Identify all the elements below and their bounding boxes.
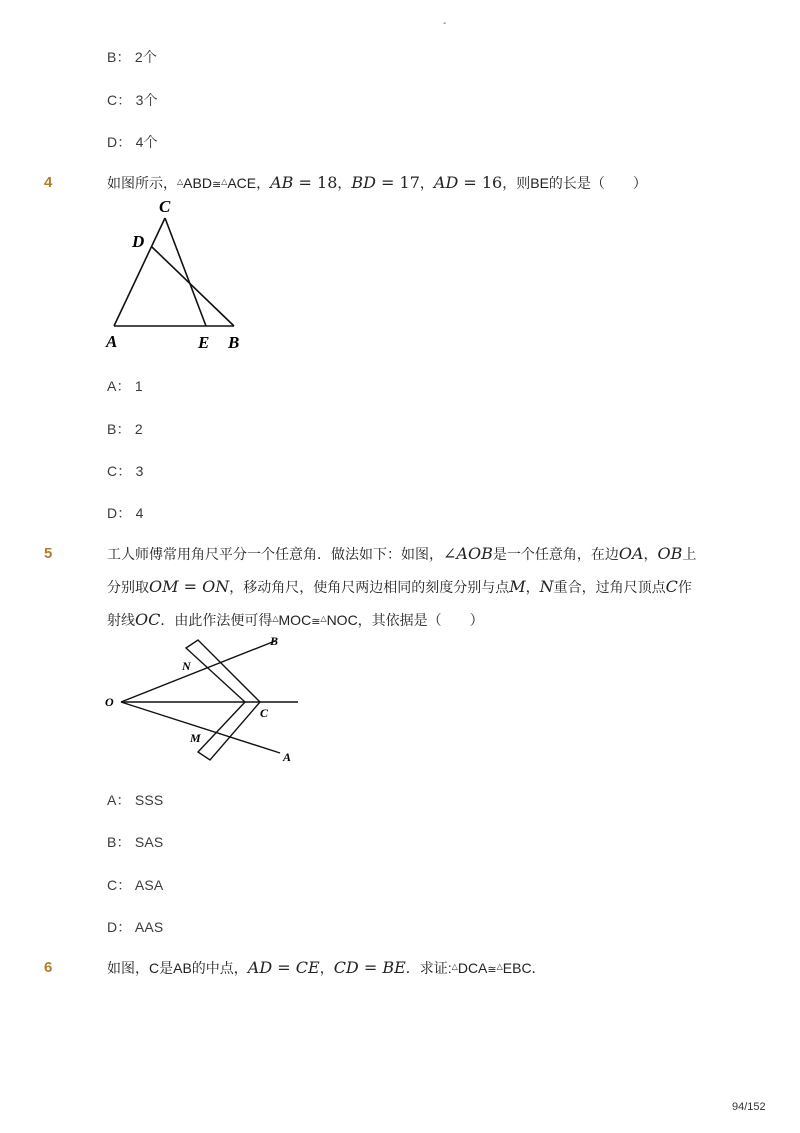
q5-option-c: C： ASA <box>107 877 164 893</box>
label-a: A <box>106 332 118 351</box>
q4-option-c: C： 3 <box>107 463 144 479</box>
q3-option-c: C： 3个 <box>107 92 158 108</box>
q3-option-b: B： 2个 <box>107 49 158 65</box>
label-n: N <box>182 659 191 673</box>
label-e: E <box>198 333 210 352</box>
q5-number: 5 <box>44 545 53 562</box>
label-b: B <box>270 634 279 648</box>
q6-number: 6 <box>44 959 53 976</box>
q6-stem: 如图，C是AB的中点，AD = CE，CD = BE．求证:△DCA≅△EBC． <box>107 958 546 977</box>
q5-option-d: D： AAS <box>107 919 164 935</box>
q4-option-b: B： 2 <box>107 421 143 437</box>
q3-option-d: D： 4个 <box>107 134 158 150</box>
label-a: A <box>283 750 292 764</box>
q5-stem-line2: 分别取OM = ON，移动角尺，使角尺两边相同的刻度分别与点M，N重合，过角尺顶点C作 <box>107 577 692 596</box>
q4-number: 4 <box>44 174 53 191</box>
q5-angle-ruler-figure <box>100 630 310 770</box>
label-o: O <box>105 695 114 709</box>
q4-stem: 如图所示，△ABD≅△ACE，AB = 18，BD = 17，AD = 16，则BE的长是（ ） <box>107 173 647 192</box>
q5-option-a: A： SSS <box>107 792 164 808</box>
q4-option-a: A： 1 <box>107 378 143 394</box>
label-c: C <box>260 706 269 720</box>
q5-stem-line1: 工人师傅常用角尺平分一个任意角．做法如下：如图，∠AOB是一个任意角，在边OA，OB上 <box>107 544 697 563</box>
top-mark: - <box>443 18 447 29</box>
q5-stem-line3: 射线OC．由此作法便可得△MOC≅△NOC，其依据是（ ） <box>107 610 484 629</box>
label-m: M <box>190 731 201 745</box>
page-number: 94/152 <box>732 1101 766 1113</box>
label-b: B <box>228 333 240 352</box>
q5-option-b: B： SAS <box>107 834 164 850</box>
q4-option-d: D： 4 <box>107 505 144 521</box>
label-c: C <box>159 197 171 216</box>
label-d: D <box>132 232 145 251</box>
q4-triangle-figure <box>100 192 260 357</box>
